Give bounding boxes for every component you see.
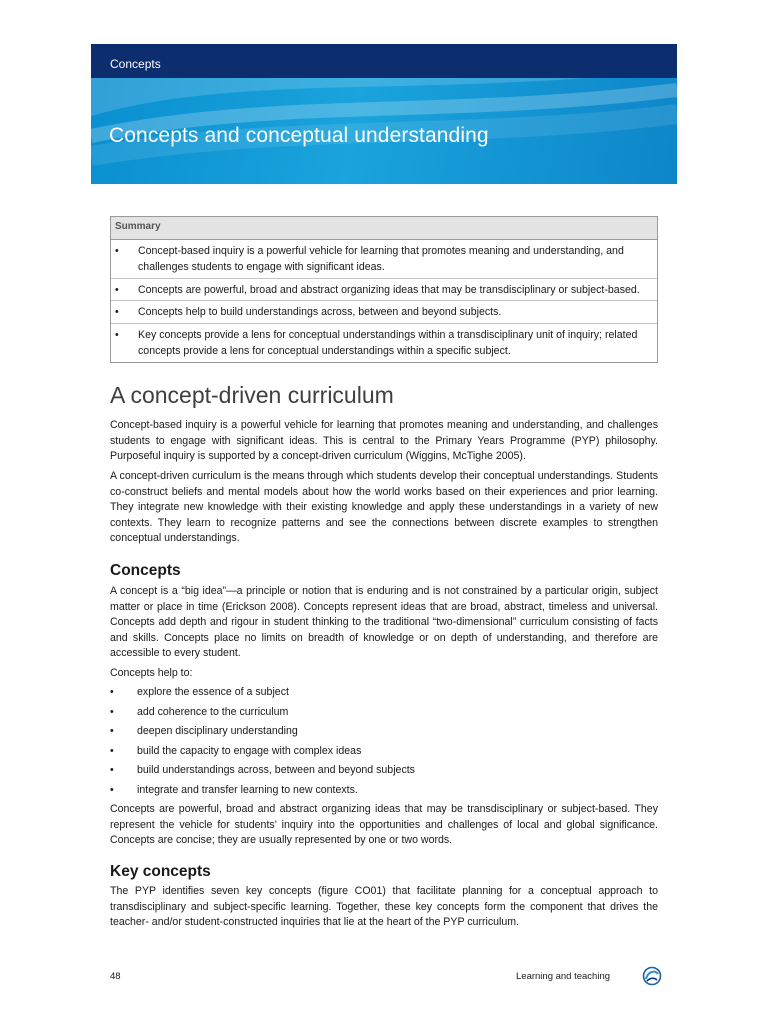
summary-item-text: Key concepts provide a lens for conceptual understandings within a transdisciplinary unit of inquiry; related concepts provide a lens for conceptual understandings within a specific subject. xyxy=(138,328,638,357)
summary-box xyxy=(110,216,658,363)
section-heading-curriculum: A concept-driven curriculum xyxy=(110,382,394,408)
paragraph: Concepts help to: xyxy=(110,667,193,679)
page-title: Concepts and conceptual understanding xyxy=(109,124,489,147)
bullet: • xyxy=(115,306,119,318)
title-banner xyxy=(91,78,677,184)
section-label: Concepts xyxy=(110,57,161,71)
bullet: • xyxy=(110,705,114,718)
ib-logo-icon xyxy=(642,966,662,986)
concepts-help-list xyxy=(110,686,658,804)
paragraph: A concept-driven curriculum is the means through which students develop their conceptual understandings. Students co-construct beliefs and mental models about how the world works based on their experiences and prior learning. They integrate new knowledge with their existing knowledge and apply these understandings in a variety of new contexts. They learn to recognize patterns and see the connections between discrete examples to strengthen conceptual understandings. xyxy=(110,470,658,544)
bullet: • xyxy=(110,783,114,796)
list-item xyxy=(110,686,658,706)
subheading-concepts: Concepts xyxy=(110,562,181,579)
subheading-key-concepts: Key concepts xyxy=(110,863,211,880)
bullet: • xyxy=(110,686,114,698)
bullet: • xyxy=(110,764,114,777)
summary-item xyxy=(111,240,657,279)
bullet: • xyxy=(115,244,119,257)
summary-item-text: Concepts are powerful, broad and abstract organizing ideas that may be transdisciplinary or subject-based. xyxy=(138,283,640,296)
page-number: 48 xyxy=(110,971,121,982)
summary-heading: Summary xyxy=(111,217,657,240)
list-item xyxy=(110,725,658,745)
summary-item-text: Concepts help to build understandings across, between and beyond subjects. xyxy=(138,306,502,318)
bullet: • xyxy=(115,283,119,296)
list-item-text: integrate and transfer learning to new contexts. xyxy=(137,783,358,796)
paragraph: A concept is a “big idea”—a principle or notion that is enduring and is not constrained by a particular origin, subject matter or place in time (Erickson 2008). Concepts represent ideas that are broad, abstract, timeless and universal. Concepts add depth and rigour in student thinking to the traditional “two-dimensional” curriculum consisting of facts and skills. Concepts place no limits on breadth of knowledge or on depth of understanding, and therefore are accessible to every student. xyxy=(110,585,658,659)
list-item xyxy=(110,764,658,784)
section-header xyxy=(91,44,677,78)
footer-title: Learning and teaching xyxy=(516,971,611,982)
summary-item xyxy=(111,301,657,324)
list-item xyxy=(110,784,658,804)
bullet: • xyxy=(110,744,114,757)
bullet: • xyxy=(115,328,119,341)
summary-item-text: Concept-based inquiry is a powerful vehicle for learning that promotes meaning and understanding, and challenges students to engage with significant ideas. xyxy=(138,244,624,273)
list-item xyxy=(110,745,658,765)
paragraph: The PYP identifies seven key concepts (figure CO01) that facilitate planning for a conceptual approach to transdisciplinary and subject-specific learning. Together, these key concepts form the component that drives the teacher- and/or student-constructed inquiries that lie at the heart of the PYP curriculum. xyxy=(110,885,658,928)
list-item xyxy=(110,706,658,726)
list-item-text: deepen disciplinary understanding xyxy=(137,725,298,738)
summary-item xyxy=(111,324,657,362)
paragraph: Concepts are powerful, broad and abstract organizing ideas that may be transdisciplinary or subject-based. They represent the vehicle for students’ inquiry into the opportunities and challenges of local and global significance. Concepts are concise; they are usually represented by one or two words. xyxy=(110,803,658,846)
list-item-text: add coherence to the curriculum xyxy=(137,705,289,718)
paragraph: Concept-based inquiry is a powerful vehicle for learning that promotes meaning and understanding, and challenges students to engage with significant ideas. This is central to the Primary Years Programme (PYP) philosophy. Purposeful inquiry is supported by a concept-driven curriculum (Wiggins, McTighe 2005). xyxy=(110,419,658,462)
list-item-text: build understandings across, between and beyond subjects xyxy=(137,764,415,777)
summary-item xyxy=(111,279,657,302)
list-item-text: build the capacity to engage with complex ideas xyxy=(137,744,362,757)
list-item-text: explore the essence of a subject xyxy=(137,686,289,698)
bullet: • xyxy=(110,725,114,738)
